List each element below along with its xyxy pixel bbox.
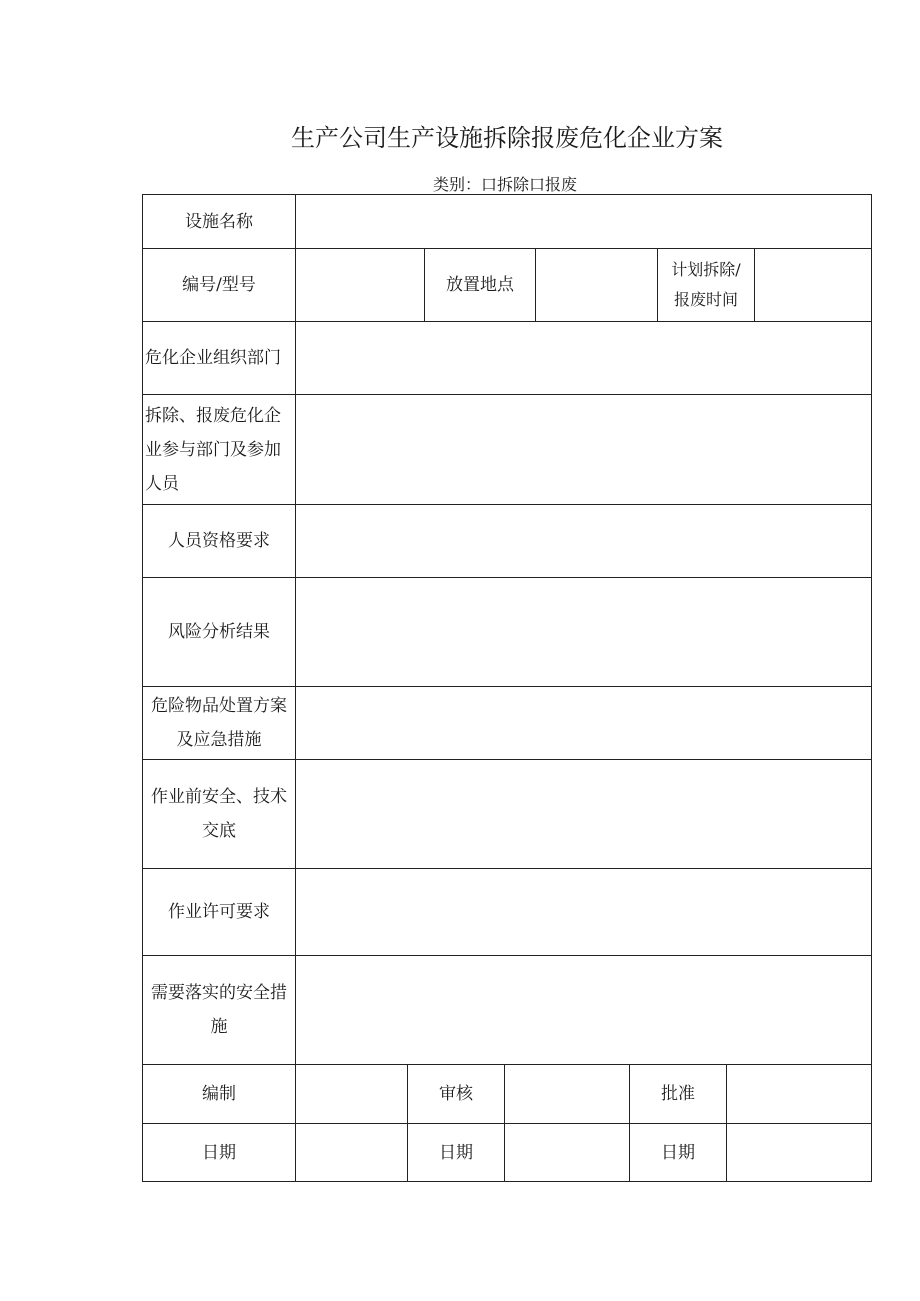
document-title: 生产公司生产设施拆除报废危化企业方案: [291, 124, 723, 152]
qualification-field[interactable]: [296, 505, 871, 577]
planned-time-label: 计划拆除/ 报废时间: [671, 260, 741, 309]
approved-label: 批准: [661, 1084, 695, 1104]
qualification-label: 人员资格要求: [168, 531, 270, 551]
prepared-date-label: 日期: [202, 1142, 236, 1163]
category-line: 类别：口拆除口报废: [432, 175, 577, 194]
prepared-label: 编制: [202, 1084, 236, 1104]
facility-name-field[interactable]: [296, 195, 871, 248]
number-model-field[interactable]: [296, 249, 424, 321]
location-field[interactable]: [536, 249, 657, 321]
number-model-label: 编号/型号: [182, 275, 256, 295]
organizing-dept-label: 危化企业组织部门: [145, 348, 281, 368]
permit-label: 作业许可要求: [168, 902, 270, 922]
organizing-dept-field[interactable]: [296, 322, 871, 394]
briefing-field[interactable]: [296, 760, 871, 868]
facility-name-label: 设施名称: [185, 211, 253, 232]
prepared-date-field[interactable]: [296, 1124, 407, 1181]
hazardous-disposal-field[interactable]: [296, 687, 871, 759]
risk-analysis-field[interactable]: [296, 578, 871, 686]
approved-field[interactable]: [727, 1065, 871, 1123]
table-border-right: [871, 194, 872, 1182]
prepared-field[interactable]: [296, 1065, 407, 1123]
briefing-label: 作业前安全、技术 交底: [151, 787, 287, 841]
table-border-bottom: [142, 1181, 872, 1182]
approved-date-label: 日期: [661, 1142, 695, 1163]
reviewed-date-label: 日期: [439, 1142, 473, 1163]
participants-field[interactable]: [296, 395, 871, 504]
reviewed-label: 审核: [439, 1084, 473, 1104]
reviewed-date-field[interactable]: [505, 1124, 629, 1181]
participants-label: 拆除、报废危化企 业参与部门及参加 人员: [145, 405, 281, 494]
location-label: 放置地点: [446, 275, 514, 295]
approved-date-field[interactable]: [727, 1124, 871, 1181]
permit-field[interactable]: [296, 869, 871, 955]
planned-time-field[interactable]: [755, 249, 871, 321]
safety-measures-label: 需要落实的安全措 施: [151, 983, 287, 1037]
risk-analysis-label: 风险分析结果: [168, 622, 270, 642]
hazardous-disposal-label: 危险物品处置方案 及应急措施: [151, 696, 287, 750]
reviewed-field[interactable]: [505, 1065, 629, 1123]
safety-measures-field[interactable]: [296, 956, 871, 1064]
